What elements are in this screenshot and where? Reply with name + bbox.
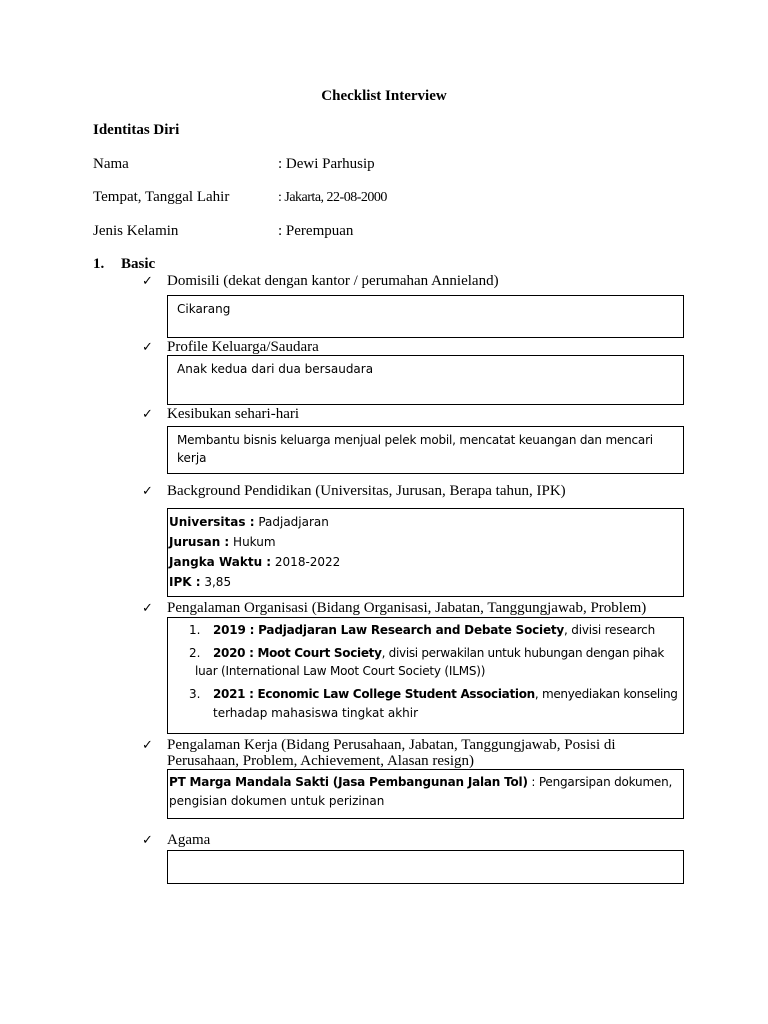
activity-answer-box <box>167 426 684 474</box>
checkmark-icon: ✓ <box>142 484 153 499</box>
org-item-2-number: 2. <box>189 646 201 660</box>
gpa-key: IPK : <box>169 575 201 589</box>
org-item-2-line-2: luar (International Law Moot Court Society (ILMS)) <box>195 664 486 678</box>
university-key: Universitas : <box>169 515 255 529</box>
family-label: Profile Keluarga/Saudara <box>167 339 319 355</box>
major-row <box>169 532 276 552</box>
university-value: Padjadjaran <box>254 515 329 529</box>
org-item-1-detail: , divisi research <box>564 623 655 637</box>
activity-answer-line-1: Membantu bisnis keluarga menjual pelek mobil, mencatat keuangan dan mencari <box>177 433 653 447</box>
activity-label: Kesibukan sehari-hari <box>167 406 300 422</box>
duration-key: Jangka Waktu : <box>169 555 272 569</box>
domisili-answer-box <box>167 295 684 338</box>
org-item-2 <box>213 643 664 663</box>
org-item-3-detail: , menyediakan konseling <box>534 687 678 701</box>
organization-answer-box <box>167 617 684 734</box>
org-item-2-detail: , divisi perwakilan untuk hubungan dengan pihak <box>381 646 665 660</box>
page-title: Checklist Interview <box>321 88 447 104</box>
checkmark-icon: ✓ <box>142 407 153 422</box>
work-answer-line-1 <box>169 772 672 792</box>
work-label-line-1: Pengalaman Kerja (Bidang Perusahaan, Jabatan, Tanggungjawab, Posisi di <box>167 737 616 753</box>
checkmark-icon: ✓ <box>142 274 153 289</box>
religion-answer-box <box>167 850 684 884</box>
identity-heading: Identitas Diri <box>93 122 180 138</box>
org-item-1-title: 2019 : Padjadjaran Law Research and Debate Society <box>213 623 565 637</box>
domisili-label: Domisili (dekat dengan kantor / perumahan Annieland) <box>167 273 499 289</box>
work-answer-box <box>167 769 684 819</box>
org-item-1-number: 1. <box>189 623 201 637</box>
duration-row <box>169 552 340 572</box>
family-answer-box <box>167 355 684 405</box>
gender-label: Jenis Kelamin <box>93 223 179 239</box>
org-item-3 <box>213 684 678 704</box>
education-answer-box <box>167 508 684 597</box>
name-label: Nama <box>93 156 129 172</box>
major-key: Jurusan : <box>169 535 230 549</box>
section-number: 1. <box>93 256 105 272</box>
org-item-2-title: 2020 : Moot Court Society <box>213 646 382 660</box>
org-item-3-line-2: terhadap mahasiswa tingkat akhir <box>213 706 419 720</box>
major-value: Hukum <box>229 535 276 549</box>
org-item-3-number: 3. <box>189 687 201 701</box>
work-duties: : Pengarsipan dokumen, <box>527 775 673 789</box>
activity-answer-line-2: kerja <box>177 451 207 465</box>
checkmark-icon: ✓ <box>142 833 153 848</box>
gpa-row <box>169 572 231 592</box>
work-company: PT Marga Mandala Sakti (Jasa Pembangunan Jalan Tol) <box>169 775 528 789</box>
university-row <box>169 512 329 532</box>
duration-value: 2018-2022 <box>271 555 341 569</box>
family-answer: Anak kedua dari dua bersaudara <box>177 362 374 376</box>
name-value: : Dewi Parhusip <box>278 156 375 172</box>
checkmark-icon: ✓ <box>142 601 153 616</box>
section-title: Basic <box>121 256 156 272</box>
gender-value: : Perempuan <box>278 223 354 239</box>
org-item-1 <box>213 620 655 640</box>
work-answer-line-2: pengisian dokumen untuk perizinan <box>169 794 385 808</box>
gpa-value: 3,85 <box>200 575 232 589</box>
work-label-line-2: Perusahaan, Problem, Achievement, Alasan resign) <box>167 753 475 769</box>
birth-value: : Jakarta, 22-08-2000 <box>278 190 387 205</box>
domisili-answer: Cikarang <box>177 302 231 316</box>
birth-label: Tempat, Tanggal Lahir <box>93 189 230 205</box>
religion-label: Agama <box>167 832 211 848</box>
education-label: Background Pendidikan (Universitas, Jurusan, Berapa tahun, IPK) <box>167 483 566 499</box>
org-item-3-title: 2021 : Economic Law College Student Association <box>213 687 535 701</box>
checkmark-icon: ✓ <box>142 340 153 355</box>
checkmark-icon: ✓ <box>142 738 153 753</box>
organization-label: Pengalaman Organisasi (Bidang Organisasi, Jabatan, Tanggungjawab, Problem) <box>167 600 647 616</box>
